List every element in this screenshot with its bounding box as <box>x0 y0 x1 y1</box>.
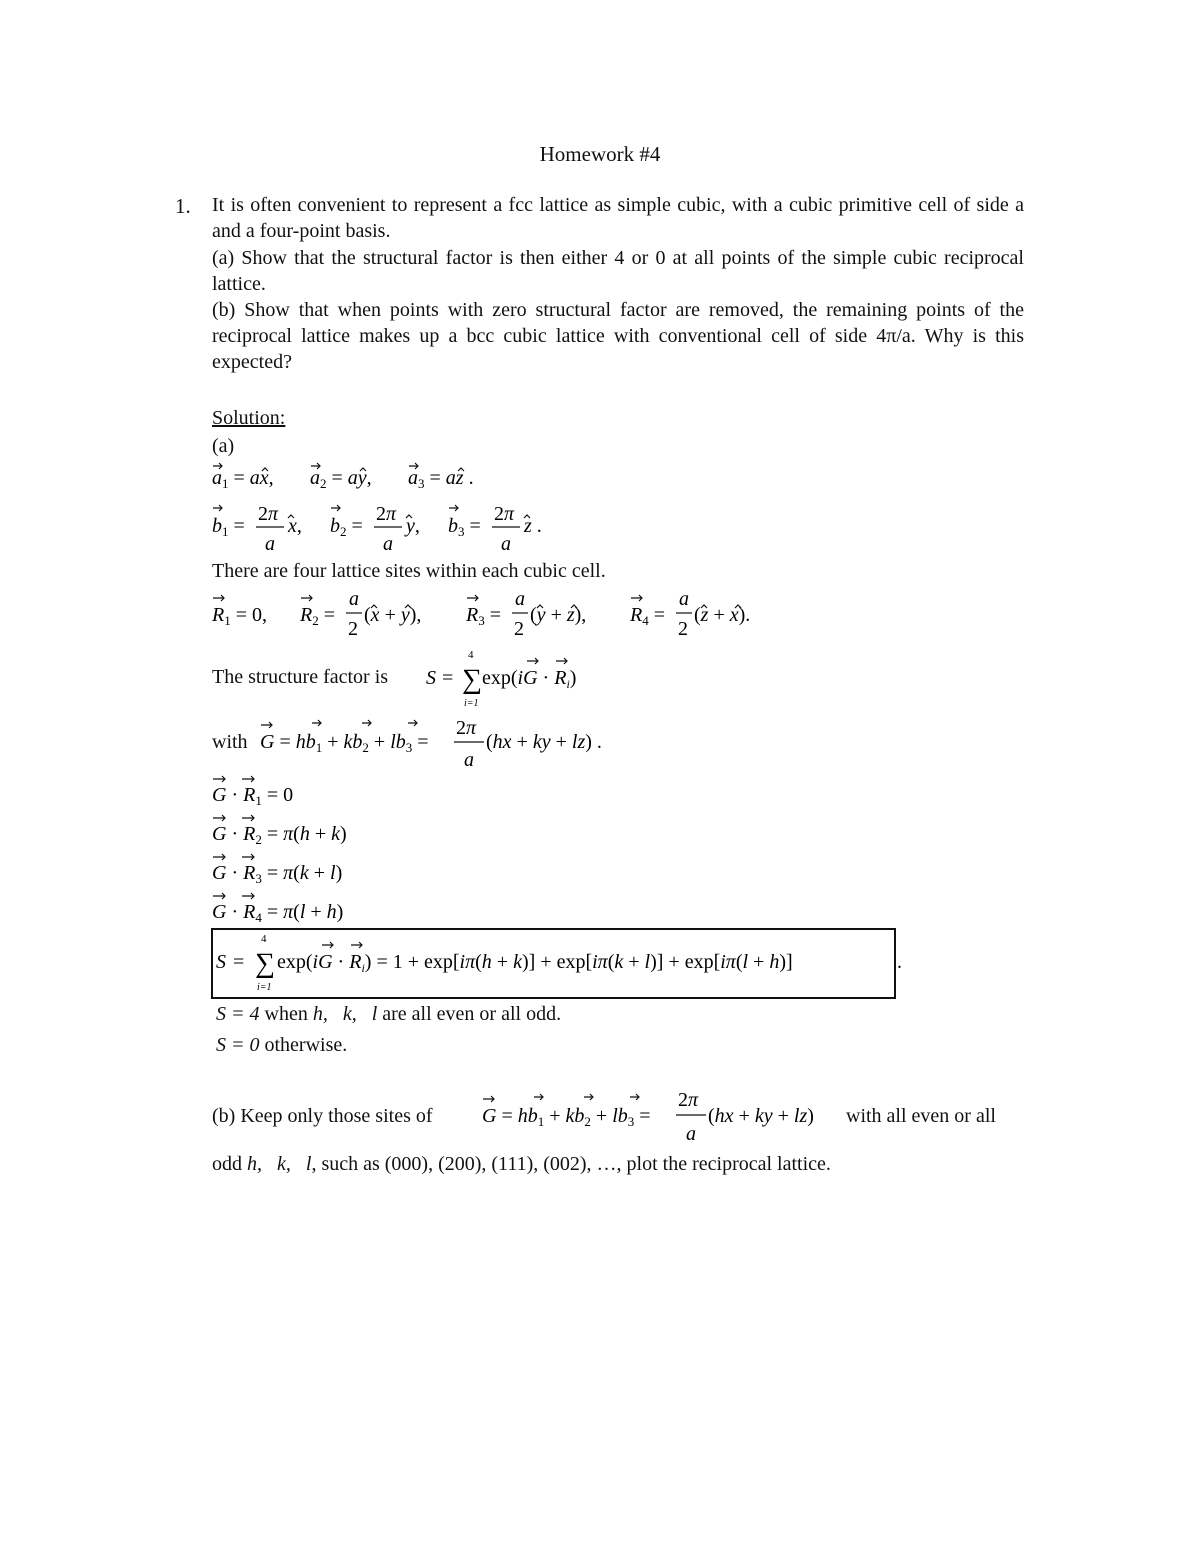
svg-text:2: 2 <box>514 618 524 640</box>
s4-eq: S = 4 <box>216 1003 260 1025</box>
svg-text:exp(iG · Ri): $\exp(iG \cdot R_i)$ <box>482 667 577 691</box>
solution-part-a-label: (a) <box>212 435 235 457</box>
svg-text:i=1: i=1 <box>257 982 272 993</box>
s4-line <box>216 1000 561 1028</box>
part-b-equation <box>478 1084 848 1146</box>
part-b-odd: odd <box>212 1153 242 1175</box>
svg-text:2π: 2π <box>376 503 397 525</box>
svg-text:(hx + ky + lz): (hx + ky + lz) <box>708 1105 814 1127</box>
svg-text:a: a <box>686 1123 696 1145</box>
part-b-vars: h, k, l <box>247 1153 312 1175</box>
dot-product-1: $G \cdot R_1 = 0$ <box>212 784 294 808</box>
s4-tail: are all even or all odd. <box>382 1003 562 1025</box>
svg-text:a: a <box>515 588 525 610</box>
part-b-mid: with all even or all <box>846 1105 996 1127</box>
svg-text:a2 = ay,: $a_2$ = ay, <box>310 467 372 491</box>
svg-text:a: a <box>679 588 689 610</box>
basis-vectors-equation <box>200 585 800 645</box>
dot-product-2: $G \cdot R_2 = \pi(h + k)$ <box>212 823 347 847</box>
svg-text:2: 2 <box>348 618 358 640</box>
reciprocal-vectors-equation <box>200 496 580 558</box>
dot-product-4: $G \cdot R_4 = \pi(l + h)$ <box>212 901 344 925</box>
svg-text:G = hb1 + kb2 + lb3 =: $G = hb_1 + kb_2 + lb_3$ = <box>482 1105 651 1129</box>
svg-text:R1 = 0,: $R_1 = 0$, <box>212 604 267 628</box>
page-title: Homework #4 <box>539 142 661 166</box>
svg-text:x,: x, <box>288 515 302 537</box>
svg-text:R2 =: $R_2$ = <box>300 604 335 628</box>
svg-text:R3 =: $R_3$ = <box>466 604 501 628</box>
g-vector-equation <box>256 712 656 774</box>
problem-part-b: (b) Show that when points with zero structural factor are removed, the remaining points of the reciprocal lattice makes up a bcc cubic lattice with conventional cell of side 4π/a. Why is this expected? <box>212 299 1024 373</box>
problem-part-a: (a) Show that the structural factor is then either 4 or 0 at all points of the simple cubic reciprocal lattice. <box>212 247 1024 295</box>
dot-product-3: $G \cdot R_3 = \pi(k + l)$ <box>212 862 343 886</box>
svg-text:2π: 2π <box>494 503 515 525</box>
part-b-tail: , such as (000), (200), (111), (002), …, plot the reciprocal lattice. <box>311 1153 831 1175</box>
svg-text:a1 = ax,: $a_1$ = ax, <box>212 467 274 491</box>
svg-text:i=1: i=1 <box>464 698 479 709</box>
svg-text:∑: ∑ <box>255 948 275 979</box>
dot-products-block <box>200 775 440 935</box>
svg-text:(x + y),: (x + y), <box>364 604 422 626</box>
svg-text:a: a <box>349 588 359 610</box>
structure-factor-text: The structure factor is <box>212 666 389 688</box>
svg-text:z .: z . <box>524 515 542 537</box>
svg-text:∑: ∑ <box>462 664 482 695</box>
svg-text:a: a <box>265 533 275 555</box>
svg-text:2π: 2π <box>258 503 279 525</box>
svg-text:a: a <box>383 533 393 555</box>
svg-text:y,: y, <box>406 515 420 537</box>
svg-text:.: . <box>897 951 902 973</box>
s0-line <box>216 1031 347 1059</box>
svg-text:=: = <box>442 667 454 689</box>
svg-text:2π: 2π <box>456 717 477 739</box>
sites-text: There are four lattice sites within each cubic cell. <box>212 560 606 582</box>
svg-text:(y + z),: (y + z), <box>530 604 587 626</box>
svg-text:S: S <box>426 667 436 689</box>
svg-text:G = hb1 + kb2 + lb3 =: $G = hb_1 + kb_2 + lb_3$ = <box>260 731 429 755</box>
svg-text:exp(iG · Ri) = 1 + exp[iπ(h +: $\exp(iG \cdot R_i) = 1 + \exp[i\pi(h + k)] + \exp[i\pi(k + l)] + \exp[i\pi(l + h)]$ <box>277 951 793 975</box>
solution-heading: Solution: <box>212 407 286 429</box>
svg-text:R4 =: $R_4$ = <box>630 604 665 628</box>
primitive-vectors-equation <box>200 458 520 492</box>
svg-text:4: 4 <box>468 649 474 661</box>
problem-number: 1. <box>175 194 191 218</box>
s4-text: when <box>264 1003 308 1025</box>
svg-text:(hx + ky + lz) .: (hx + ky + lz) . <box>486 731 602 753</box>
svg-text:b3 =: $b_3$ = <box>448 515 481 539</box>
svg-text:a: a <box>501 533 511 555</box>
svg-text:a3 = az .: $a_3$ = az . <box>408 467 474 491</box>
svg-text:2: 2 <box>678 618 688 640</box>
svg-text:4: 4 <box>261 933 267 945</box>
svg-text:2π: 2π <box>678 1089 699 1111</box>
boxed-equation <box>211 928 921 998</box>
svg-text:=: = <box>233 951 245 973</box>
svg-text:b1 =: $b_1$ = <box>212 515 245 539</box>
s4-vars: h, k, l <box>312 1003 378 1025</box>
part-b-last-line <box>212 1150 831 1178</box>
svg-text:b2 =: $b_2$ = <box>330 515 363 539</box>
svg-text:a: a <box>464 749 474 771</box>
structure-factor-equation <box>420 646 620 712</box>
s0-eq: S = 0 <box>216 1034 260 1056</box>
part-b-lead: (b) Keep only those sites of <box>212 1105 433 1127</box>
with-text: with <box>212 731 248 753</box>
s0-text: otherwise. <box>264 1034 348 1056</box>
svg-text:(z + x).: (z + x). <box>694 604 751 626</box>
problem-intro: It is often convenient to represent a fcc lattice as simple cubic, with a cubic primitive cell of side a and a four-point basis. <box>212 194 1024 242</box>
svg-text:S: S <box>216 951 226 973</box>
